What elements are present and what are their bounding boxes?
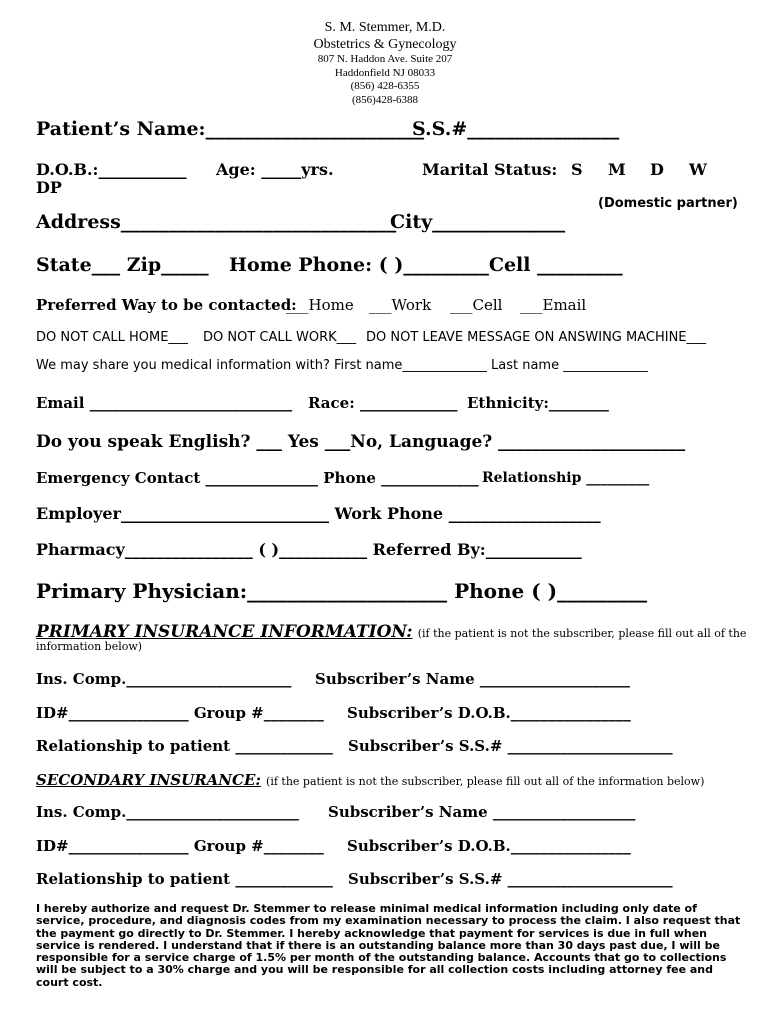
emergency-relationship-field[interactable]: Relationship _________ [482, 470, 650, 486]
secondary-relationship-field[interactable]: Relationship to patient _____________ [36, 870, 333, 888]
primary-insurance-title: PRIMARY INSURANCE INFORMATION: [36, 622, 413, 642]
ss-field[interactable]: S.S.#________________ [412, 118, 620, 140]
primary-id-group-field[interactable]: ID#________________ Group #________ [36, 704, 324, 722]
office-phone-1: (856) 428-6355 [350, 80, 420, 92]
do-not-leave-message-option[interactable]: DO NOT LEAVE MESSAGE ON ANSWING MACHINE___ [366, 330, 707, 345]
authorization-statement: I hereby authorize and request Dr. Stemmer to release minimal medical information including only date of service, procedure, and diagnosis codes from my examination necessary to process the claim. I also request that the payment go directly to Dr. Stemmer. I hereby acknowledge that payment for services is due in full when service is rendered. I understand that if there is an outstanding balance more than 30 days past due, I will be responsible for a service charge of 1.5% per month of the outstanding balance. Accounts that go to collections will be subject to a 30% charge and you will be responsible for all collection costs including attorney fee and court cost. [36, 902, 741, 989]
specialty: Obstetrics & Gynecology [313, 37, 457, 52]
race-field[interactable]: Race: _____________ [308, 394, 458, 412]
office-city: Haddonfield NJ 08033 [334, 67, 436, 79]
primary-subscriber-name-field[interactable]: Subscriber’s Name ____________________ [315, 670, 630, 688]
secondary-subscriber-name-field[interactable]: Subscriber’s Name ___________________ [328, 803, 636, 821]
state-zip-field[interactable]: State___ Zip_____ [36, 254, 209, 276]
secondary-ins-comp-field[interactable]: Ins. Comp._______________________ [36, 803, 299, 821]
secondary-insurance-note: (if the patient is not the subscriber, please fill out all of the information below) [266, 775, 705, 788]
secondary-subscriber-dob-field[interactable]: Subscriber’s D.O.B.________________ [347, 837, 631, 855]
email-field[interactable]: Email ___________________________ [36, 394, 293, 412]
preferred-contact-label: Preferred Way to be contacted: [36, 296, 297, 314]
marital-option-d[interactable]: D [650, 160, 664, 179]
patient-name-field[interactable]: Patient’s Name:_______________________ [36, 118, 425, 140]
primary-ins-comp-field[interactable]: Ins. Comp.______________________ [36, 670, 292, 688]
marital-option-w[interactable]: W [689, 160, 707, 179]
preferred-email-option[interactable]: ___Email [520, 296, 587, 314]
primary-subscriber-ss-field[interactable]: Subscriber’s S.S.# ______________________ [348, 737, 673, 755]
employer-work-phone-field[interactable]: Employer__________________________ Work Phone ___________________ [36, 504, 601, 523]
doctor-name: S. M. Stemmer, M.D. [324, 20, 446, 35]
dob-field[interactable]: D.O.B.:___________ [36, 160, 187, 179]
preferred-work-option[interactable]: ___Work [369, 296, 432, 314]
age-field[interactable]: Age: _____yrs. [216, 160, 334, 179]
secondary-id-group-field[interactable]: ID#________________ Group #________ [36, 837, 324, 855]
secondary-subscriber-ss-field[interactable]: Subscriber’s S.S.# ______________________ [348, 870, 673, 888]
preferred-home-option[interactable]: ___Home [286, 296, 354, 314]
secondary-insurance-heading [36, 770, 704, 789]
primary-subscriber-dob-field[interactable]: Subscriber’s D.O.B.________________ [347, 704, 631, 722]
office-address: 807 N. Haddon Ave. Suite 207 [317, 53, 453, 65]
do-not-call-home-option[interactable]: DO NOT CALL HOME___ [36, 330, 188, 345]
office-phone-2: (856)428-6388 [352, 94, 418, 106]
secondary-insurance-title: SECONDARY INSURANCE: [36, 771, 261, 789]
ethnicity-field[interactable]: Ethnicity:________ [467, 394, 609, 412]
primary-insurance-note: (if the patient is not the subscriber, please fill out all of the [417, 627, 747, 640]
marital-option-m[interactable]: M [608, 160, 626, 179]
pharmacy-referred-field[interactable]: Pharmacy________________ ( )___________ Referred By:____________ [36, 540, 582, 559]
do-not-call-work-option[interactable]: DO NOT CALL WORK___ [203, 330, 357, 345]
marital-status-label: Marital Status: [422, 160, 558, 179]
city-field[interactable]: City______________ [390, 211, 566, 233]
emergency-contact-field[interactable]: Emergency Contact _______________ Phone _____________ [36, 469, 479, 487]
marital-option-s[interactable]: S [571, 160, 583, 179]
address-field[interactable]: Address_____________________________ [36, 211, 397, 233]
home-phone-cell-field[interactable]: Home Phone: ( )_________Cell _________ [229, 254, 623, 276]
primary-relationship-field[interactable]: Relationship to patient _____________ [36, 737, 333, 755]
english-language-field[interactable]: Do you speak English? ___ Yes ___No, Language? ______________________ [36, 432, 686, 452]
primary-physician-field[interactable]: Primary Physician:____________________ Phone ( )_________ [36, 579, 648, 603]
marital-option-dp[interactable]: DP [36, 178, 62, 197]
primary-insurance-heading [36, 622, 746, 642]
preferred-cell-option[interactable]: ___Cell [450, 296, 503, 314]
primary-insurance-note-cont: information below) [36, 640, 143, 653]
domestic-partner-note: (Domestic partner) [598, 196, 738, 211]
share-info-field[interactable]: We may share you medical information with? First name_____________ Last name _____________ [36, 358, 648, 373]
